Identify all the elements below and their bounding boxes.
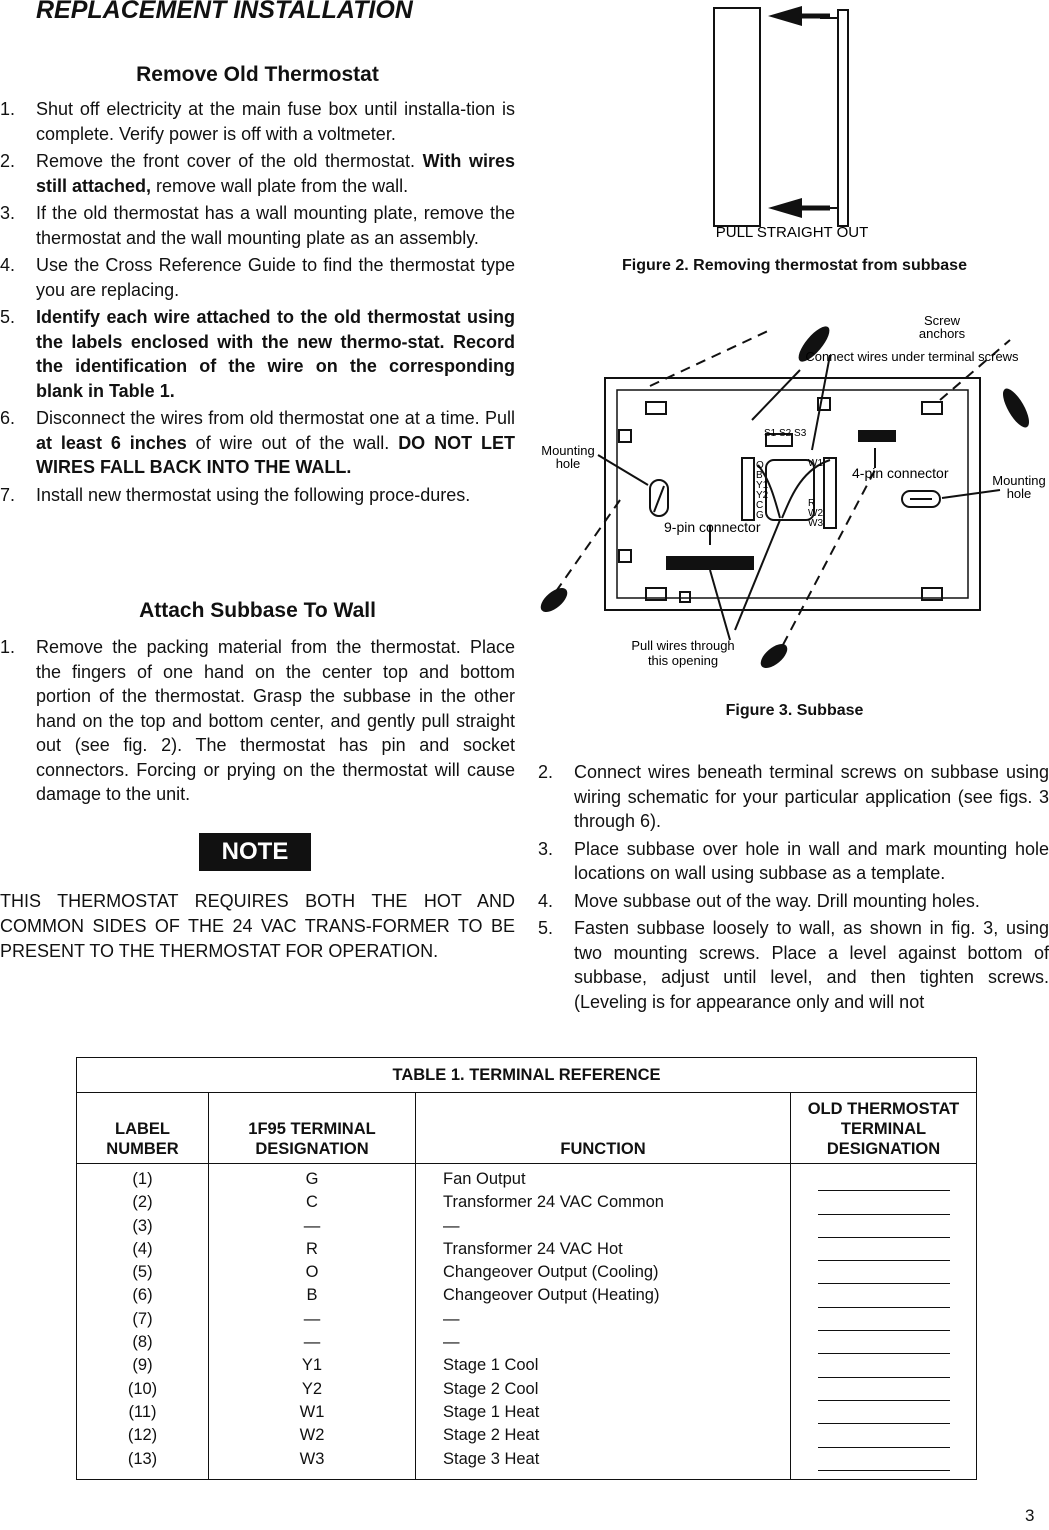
step-text: Install new thermostat using the following proce-dures. xyxy=(36,484,471,505)
svg-text:Mountinghole: Mounting hole xyxy=(992,473,1046,501)
table-cell: Stage 2 Cool xyxy=(443,1379,539,1398)
table-cell: (13) xyxy=(127,1449,158,1468)
step-item xyxy=(0,97,515,146)
table-cell: — xyxy=(443,1216,460,1235)
step-item xyxy=(0,635,515,807)
page-number: 3 xyxy=(1025,1506,1035,1525)
table-cell: (12) xyxy=(127,1426,158,1445)
step-text: If the old thermostat has a wall mounting plate, remove the thermostat and the wall mounting plate as an assembly. xyxy=(36,203,515,248)
terminal-reference-table xyxy=(76,1057,977,1480)
svg-text:Mountinghole: Mounting hole xyxy=(541,443,595,471)
step-number: 1. xyxy=(0,637,16,657)
step-number: 3. xyxy=(538,838,554,859)
step-number: 3. xyxy=(0,203,16,223)
step-text: Place subbase over hole in wall and mark mounting hole locations on wall using subbase as a template. xyxy=(574,838,1049,883)
step-number: 1. xyxy=(0,99,16,119)
table-cell: — xyxy=(303,1309,321,1328)
old-terminal-blank[interactable] xyxy=(818,1424,950,1447)
step-item xyxy=(538,889,1049,914)
terminal-label: C xyxy=(756,500,764,511)
step-number: 5. xyxy=(0,307,16,327)
step-text: Use the Cross Reference Guide to find the thermostat type you are replacing. xyxy=(36,255,515,300)
step-number: 7. xyxy=(0,484,16,505)
step-text: Move subbase out of the way. Drill mounting holes. xyxy=(574,890,980,911)
table-cell: (9) xyxy=(132,1356,153,1375)
table-cell: W3 xyxy=(299,1449,325,1468)
figure-3-drawing xyxy=(530,300,1049,680)
step-number: 2. xyxy=(0,151,16,171)
figure-2-drawing xyxy=(540,0,1049,250)
figure-2-caption: Figure 2. Removing thermostat from subbase xyxy=(622,257,967,274)
9-pin-label: 9-pin connector xyxy=(664,519,761,535)
table-cell: — xyxy=(303,1333,321,1352)
old-terminal-blank[interactable] xyxy=(818,1191,950,1214)
pull-straight-out-label: PULL STRAIGHT OUT xyxy=(715,224,869,241)
step-text: Disconnect the wires from old thermostat one at a time. Pull xyxy=(36,408,515,428)
table-cell: — xyxy=(443,1309,460,1328)
table-cell: (2) xyxy=(132,1193,153,1212)
step-number: 6. xyxy=(0,408,16,428)
step-item xyxy=(538,760,1049,834)
terminal-label: B xyxy=(756,470,763,481)
step-text: of wire out of the wall. xyxy=(186,432,399,453)
s-terminals: S1 S2 S3 xyxy=(764,428,807,439)
old-terminal-blank[interactable] xyxy=(818,1168,950,1191)
table-cell: Y1 xyxy=(301,1356,323,1375)
step-text: DO NOT LET WIRES FALL BACK INTO THE WALL. xyxy=(36,432,515,477)
old-terminal-blank[interactable] xyxy=(818,1331,950,1354)
table-cell: Stage 3 Heat xyxy=(443,1449,540,1468)
table-cell: W2 xyxy=(299,1426,325,1445)
old-terminal-blank[interactable] xyxy=(818,1354,950,1377)
table-cell: C xyxy=(306,1193,318,1212)
terminal-label: G xyxy=(756,510,764,521)
table-cell: Fan Output xyxy=(443,1170,526,1188)
step-text: Remove the packing material from the thermostat. Place the fingers of one hand on the center top and bottom portion of the thermostat. Grasp the subbase in the other hand on the top and bottom center, and gently pull straight out (see fig. 2). The thermostat has pin and socket connectors. Forcing or prying on the thermostat will cause damage to the unit. xyxy=(36,637,515,804)
step-text: Fasten subbase loosely to wall, as shown in fig. 3, using two mounting screws. Place a level against bottom of subbase, adjust until level, and then tighten screws. (Leveling is for appearance only and will not xyxy=(574,918,1049,1012)
table-cell: (4) xyxy=(132,1239,153,1258)
table-cell: W1 xyxy=(299,1402,325,1421)
old-terminal-blank[interactable] xyxy=(818,1308,950,1331)
terminal-label: Y2 xyxy=(756,490,769,501)
step-item xyxy=(0,305,515,403)
old-terminal-blank[interactable] xyxy=(818,1261,950,1284)
table-cell: (3) xyxy=(132,1216,153,1235)
step-text: With wires still attached, xyxy=(36,151,515,196)
table-cell: R xyxy=(306,1239,318,1258)
table-cell: Stage 1 Cool xyxy=(443,1356,539,1375)
attach-steps xyxy=(0,635,515,810)
step-text: Shut off electricity at the main fuse box until installa-tion is complete. Verify power is off with a voltmeter. xyxy=(36,99,515,144)
table-cell: Transformer 24 VAC Hot xyxy=(443,1239,623,1258)
page-title: REPLACEMENT INSTALLATION xyxy=(36,0,413,24)
terminal-label: W3 xyxy=(808,518,823,529)
old-terminal-blank[interactable] xyxy=(818,1284,950,1307)
right-steps xyxy=(538,760,1049,1017)
connect-wires-label: Connect wires under terminal screws xyxy=(805,349,1019,364)
table-cell: Transformer 24 VAC Common xyxy=(443,1193,664,1212)
table-cell: (11) xyxy=(128,1402,157,1421)
remove-heading: Remove Old Thermostat xyxy=(136,63,379,86)
note-text: THIS THERMOSTAT REQUIRES BOTH THE HOT AND COMMON SIDES OF THE 24 VAC TRANS-FORMER TO BE PRESENT TO THE THERMOSTAT FOR OPERATION. xyxy=(0,891,515,961)
step-item xyxy=(538,837,1049,886)
terminal-label: O xyxy=(756,460,764,471)
table-cell: (7) xyxy=(132,1309,153,1328)
table-title: TABLE 1. TERMINAL REFERENCE xyxy=(77,1058,977,1093)
table-cell: O xyxy=(305,1263,319,1282)
table-cell: (5) xyxy=(132,1263,153,1282)
table-cell: Y2 xyxy=(301,1379,323,1398)
step-text: at least 6 inches xyxy=(36,432,187,453)
step-number: 2. xyxy=(538,762,554,782)
step-text: remove wall plate from the wall. xyxy=(151,175,409,196)
terminal-label: W1 xyxy=(808,458,823,469)
old-terminal-blank[interactable] xyxy=(818,1401,950,1424)
table-cell: (1) xyxy=(132,1170,153,1188)
svg-text:Pull wires throughthis opening: Pull wires through this opening xyxy=(631,638,735,668)
table-cell: (10) xyxy=(127,1379,158,1398)
col-header: OLD THERMOSTAT TERMINAL DESIGNATION xyxy=(791,1093,977,1164)
step-number: 4. xyxy=(538,890,554,911)
old-terminal-blank[interactable] xyxy=(818,1378,950,1401)
col-header: 1F95 TERMINAL DESIGNATION xyxy=(209,1093,416,1164)
step-item xyxy=(538,916,1049,1014)
step-item xyxy=(0,149,515,198)
table-cell: Stage 1 Heat xyxy=(443,1402,540,1421)
table-cell: Stage 2 Heat xyxy=(443,1426,540,1445)
remove-steps xyxy=(0,97,515,510)
4-pin-label: 4-pin connector xyxy=(852,465,949,481)
table-cell: Changeover Output (Cooling) xyxy=(443,1263,659,1282)
col-header: LABEL NUMBER xyxy=(77,1093,209,1164)
figure-3-caption: Figure 3. Subbase xyxy=(725,702,864,719)
svg-text:Screwanchors: Screw anchors xyxy=(918,313,966,341)
old-terminal-blank[interactable] xyxy=(818,1215,950,1238)
table-cell: (6) xyxy=(132,1286,153,1305)
table-cell: — xyxy=(303,1216,321,1235)
table-cell: B xyxy=(306,1286,318,1305)
step-item xyxy=(0,483,515,508)
step-number: 4. xyxy=(0,255,16,275)
attach-heading: Attach Subbase To Wall xyxy=(139,599,376,622)
step-text: Remove the front cover of the old thermostat. xyxy=(36,151,423,171)
table-cell: Changeover Output (Heating) xyxy=(443,1286,660,1305)
step-text: Connect wires beneath terminal screws on subbase using wiring schematic for your particular application (see figs. 3 through 6). xyxy=(574,762,1049,831)
step-item xyxy=(0,201,515,250)
terminal-label: W2 xyxy=(808,508,823,519)
step-number: 5. xyxy=(538,918,554,938)
old-terminal-blank[interactable] xyxy=(818,1238,950,1261)
table-cell: G xyxy=(305,1170,319,1188)
step-item xyxy=(0,406,515,480)
table-cell: — xyxy=(443,1333,460,1352)
step-text: Identify each wire attached to the old thermostat using the labels enclosed with the new thermo-stat. Record the identification of the wire on the corresponding blank in Table 1. xyxy=(36,307,515,401)
note-badge: NOTE xyxy=(199,833,311,871)
table-cell: (8) xyxy=(132,1333,153,1352)
col-header: FUNCTION xyxy=(416,1093,791,1164)
step-item xyxy=(0,253,515,302)
terminal-label: R xyxy=(808,498,816,509)
old-terminal-blank[interactable] xyxy=(818,1448,950,1471)
terminal-label: Y1 xyxy=(756,480,769,491)
